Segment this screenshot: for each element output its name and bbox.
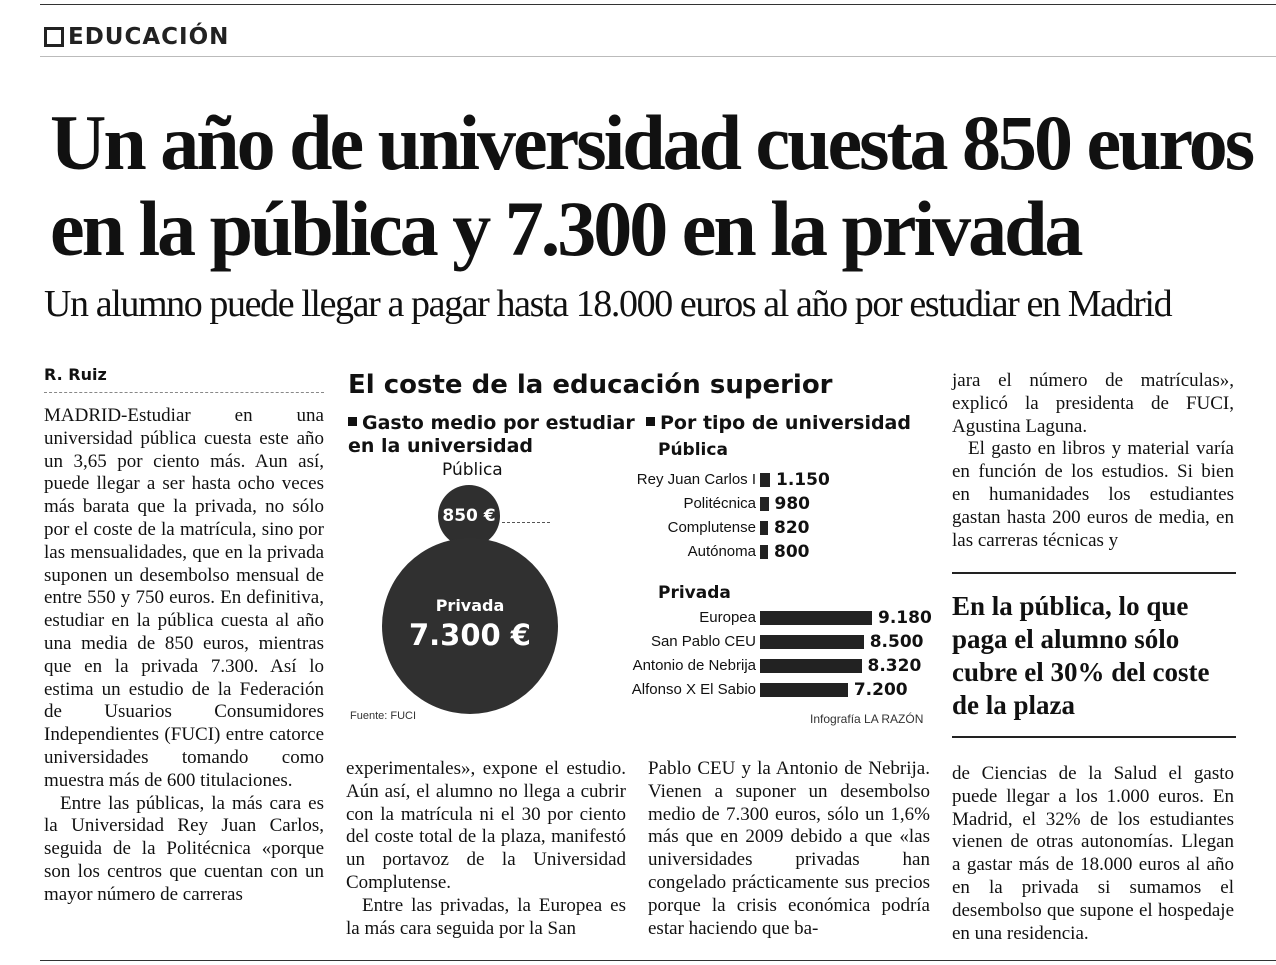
paragraph: Entre las privadas, la Europea es la más cara seguida por la San	[346, 894, 626, 939]
bubble-private-value: 7.300 €	[408, 618, 531, 652]
bar-value-label: 800	[774, 542, 810, 562]
paragraph: experimentales», expone el estudio. Aún así, el alumno no llega a cubrir con la matrícula ni el 30 por ciento del coste total de la plaza, manifestó un portavoz de la Universidad Complutense.	[346, 758, 626, 893]
source-note: Fuente: FUCI	[350, 710, 417, 722]
section-text: EDUCACIÓN	[68, 24, 230, 50]
bar-category-label: Complutense	[667, 519, 756, 536]
article-column-4-top	[952, 370, 1234, 552]
top-rule	[40, 4, 1276, 5]
bar-category-label: San Pablo CEU	[650, 633, 756, 650]
author-rule	[44, 392, 324, 393]
article-column-3	[648, 758, 930, 940]
paragraph: MADRID-Estudiar en una universidad pública cuesta este año un 3,65 por ciento más. Aun así, puede llegar a ser hasta ocho veces más barata que la privada, no sólo por el coste de la matrícula, sino por las mensualidades, que en la privada suponen un desembolso mensual de entre 550 y 750 euros. En definitiva, estudiar en la pública cuesta al año una media de 850 euros, mientras que en la privada 7.300. Así lo estima un estudio de la Federación de Usuarios Consumidores Independientes (FUCI) entre catorce universidades tomando como muestra más de 600 titulaciones.	[44, 405, 324, 791]
left-heading-text: Gasto medio por estudiar en la universidad	[348, 412, 635, 457]
bubble-public-value: 850 €	[442, 506, 496, 526]
public-bar	[760, 473, 770, 487]
public-bar-chart	[636, 468, 940, 564]
infographic-credit: Infografía LA RAZÓN	[810, 712, 924, 726]
article-column-4-bottom	[952, 763, 1234, 945]
article-column-1	[44, 405, 324, 907]
bar-value-label: 8.500	[869, 632, 924, 652]
article-column-2	[346, 758, 626, 940]
pullquote: En la pública, lo que paga el alumno sólo cubre el 30% del coste de la plaza	[952, 591, 1210, 720]
bar-row	[640, 516, 940, 540]
bottom-rule	[40, 960, 1276, 961]
bar-value-label: 8.320	[867, 656, 922, 676]
bubble-public-label: Pública	[442, 460, 503, 480]
subheadline: Un alumno puede llegar a pagar hasta 18.000 euros al año por estudiar en Madrid	[44, 283, 1172, 325]
infographic-right-heading	[646, 412, 936, 435]
bar-value-label: 9.180	[878, 608, 932, 628]
section-rule	[40, 56, 1276, 57]
paragraph: El gasto en libros y material varía en función de los estudios. Si bien en humanidades los estudiantes gastan hasta 200 euros de media, en las carreras técnicas y	[952, 438, 1234, 551]
private-bar	[760, 611, 872, 625]
bar-value-label: 1.150	[776, 470, 830, 490]
paragraph: jara el número de matrículas», explicó la presidenta de FUCI, Agustina Laguna.	[952, 370, 1234, 437]
bullet-square-icon	[348, 417, 357, 426]
bar-category-label: Politécnica	[683, 495, 756, 512]
private-bar	[760, 635, 864, 649]
bar-value-label: 980	[774, 494, 811, 514]
pullquote-rule-bottom	[952, 736, 1236, 738]
bar-category-label: Alfonso X El Sabio	[631, 681, 756, 698]
bar-category-label: Antonio de Nebrija	[632, 657, 756, 674]
public-bar	[760, 497, 769, 511]
private-bar	[760, 683, 848, 697]
bar-row	[640, 630, 940, 654]
bar-row	[640, 540, 940, 564]
bar-value-label: 820	[774, 518, 810, 538]
bullet-square-icon	[646, 417, 655, 426]
paragraph: de Ciencias de la Salud el gasto puede llegar a los 1.000 euros. En Madrid, el 32% de los estudiantes vienen de otras autonomías. Llegan a gastar más de 18.000 euros al año en la privada si sumamos el desembolso que supone el hospedaje en una residencia.	[952, 763, 1234, 944]
private-bar-chart	[631, 606, 940, 702]
bar-row	[640, 492, 940, 516]
private-header: Privada	[658, 583, 731, 603]
infographic-title: El coste de la educación superior	[348, 370, 833, 400]
right-heading-text: Por tipo de universidad	[660, 412, 911, 434]
bar-row	[636, 468, 940, 492]
section-square-icon	[44, 27, 64, 47]
bubble-private	[382, 538, 558, 714]
section-label	[44, 24, 229, 50]
pullquote-rule-top	[952, 572, 1236, 574]
paragraph: Pablo CEU y la Antonio de Nebrija. Vienen a suponer un desembolso medio de 7.300 euros, sólo un 1,6% más que en 2009 debido a que «las universidades privadas han congelado prácticamente sus precios porque la crisis económica podría estar haciendo que ba-	[648, 758, 930, 939]
bar-row	[632, 654, 940, 678]
infographic-left-heading	[348, 412, 638, 458]
public-header: Pública	[658, 440, 728, 460]
public-bar	[760, 545, 768, 559]
paragraph: Entre las públicas, la más cara es la Universidad Rey Juan Carlos, seguida de la Politécnica «porque son los centros que cuentan con un mayor número de carreras	[44, 792, 324, 905]
bar-category-label: Autónoma	[687, 543, 756, 560]
bar-row	[640, 606, 940, 630]
public-bar	[760, 521, 768, 535]
private-bar	[760, 659, 862, 673]
bubble-private-label: Privada	[435, 596, 505, 615]
author-byline: R. Ruiz	[44, 365, 107, 384]
headline: Un año de universidad cuesta 850 euros en la pública y 7.300 en la privada	[50, 99, 1253, 272]
bar-category-label: Europea	[699, 609, 756, 626]
bar-category-label: Rey Juan Carlos I	[636, 471, 756, 488]
bar-value-label: 7.200	[853, 680, 908, 700]
leader-line	[502, 522, 550, 523]
bar-row	[631, 678, 940, 702]
